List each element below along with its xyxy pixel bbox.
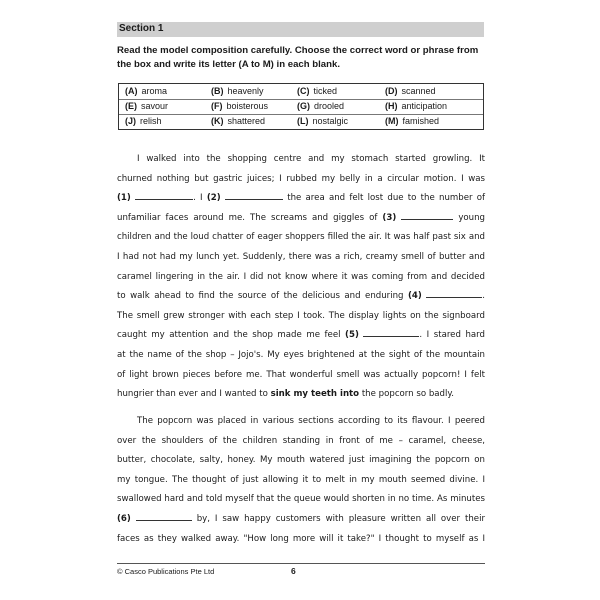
word-option bbox=[385, 116, 439, 126]
option-letter: (D) bbox=[385, 86, 398, 96]
blank-number: (2) bbox=[206, 193, 221, 204]
option-word: famished bbox=[402, 116, 440, 126]
section-header bbox=[117, 22, 484, 37]
text-line: over the shoulders of the children standing in front of me – caramel, cheese, bbox=[117, 435, 485, 446]
option-word: shattered bbox=[227, 116, 266, 126]
paragraph-1 bbox=[117, 150, 485, 405]
word-option bbox=[385, 101, 447, 111]
word-option bbox=[211, 86, 264, 96]
word-option bbox=[125, 86, 167, 96]
text-line: churned nothing but gastric juices; I rubbed my belly in a circular motion. I was bbox=[117, 173, 485, 184]
word-option bbox=[297, 101, 344, 111]
option-word: boisterous bbox=[226, 101, 269, 111]
option-word: heavenly bbox=[227, 86, 264, 96]
word-option bbox=[385, 86, 436, 96]
option-letter: (E) bbox=[125, 101, 137, 111]
text-line: swallowed hard and told myself that the queue would shorten in no time. As minutes bbox=[117, 494, 485, 505]
option-word: ticked bbox=[313, 86, 338, 96]
text-line: The popcorn was placed in various sections according to its flavour. I peered bbox=[137, 416, 485, 426]
section-label: Section 1 bbox=[119, 23, 164, 34]
word-box-row bbox=[119, 100, 483, 115]
word-option bbox=[211, 101, 268, 111]
text-line: (1) . I (2) the area and felt lost due to the number of bbox=[117, 189, 485, 209]
option-letter: (M) bbox=[385, 116, 399, 126]
text-line: butter, chocolate, salty, honey. My mouth watered just imagining the popcorn on bbox=[117, 455, 485, 466]
text-line: faces as they walked away. "How long more will it take?" I thought to myself as I bbox=[117, 533, 485, 544]
option-letter: (A) bbox=[125, 86, 138, 96]
text-line: caramel lingering in the air. I did not know where it was coming from and decided bbox=[117, 271, 485, 282]
footer-divider bbox=[117, 563, 485, 564]
answer-blank-4[interactable] bbox=[426, 288, 482, 298]
instructions: Read the model composition carefully. Choose the correct word or phrase from the box and write its letter (A to M) in each blank. bbox=[117, 45, 479, 70]
word-box-row bbox=[119, 85, 483, 100]
option-letter: (F) bbox=[211, 101, 223, 111]
text-line: to walk ahead to find the source of the delicious and enduring (4) . bbox=[117, 287, 485, 307]
option-letter: (L) bbox=[297, 116, 309, 126]
option-word: drooled bbox=[314, 101, 345, 111]
option-word: relish bbox=[140, 116, 162, 126]
option-letter: (H) bbox=[385, 101, 398, 111]
text-line: of light brown pieces before me. That wonderful smell was actually popcorn! I felt bbox=[117, 369, 485, 380]
option-word: scanned bbox=[401, 86, 436, 96]
word-option bbox=[125, 101, 168, 111]
word-option bbox=[297, 86, 337, 96]
text-line: caught my attention and the shop made me feel (5) . I stared hard bbox=[117, 326, 485, 346]
blank-number: (4) bbox=[407, 291, 422, 302]
answer-blank-2[interactable] bbox=[225, 190, 283, 200]
text-line: unfamiliar faces around me. The screams and giggles of (3) young bbox=[117, 209, 485, 229]
answer-blank-3[interactable] bbox=[401, 210, 453, 220]
blank-number: (6) bbox=[117, 513, 131, 524]
text-line: (6) by, I saw happy customers with pleasure written all over their bbox=[117, 510, 485, 530]
option-word: aroma bbox=[141, 86, 168, 96]
option-letter: (C) bbox=[297, 86, 310, 96]
blank-number: (5) bbox=[345, 330, 359, 341]
word-box bbox=[118, 83, 484, 130]
publisher-credit: © Casco Publications Pte Ltd bbox=[117, 567, 215, 576]
text-line: I had not had my lunch yet. Suddenly, there was a rich, creamy smell of butter and bbox=[117, 251, 485, 262]
word-option bbox=[297, 116, 348, 126]
option-letter: (J) bbox=[125, 116, 136, 126]
option-letter: (K) bbox=[211, 116, 224, 126]
text-line: children and the loud chatter of eager shoppers filled the air. It was half past six and bbox=[117, 232, 485, 243]
paragraph-2 bbox=[117, 412, 485, 549]
blank-number: (1) bbox=[117, 193, 131, 204]
text-line: The smell grew stronger with each step I took. The display lights on the signboard bbox=[117, 310, 485, 321]
text-line: my tongue. The thought of just allowing it to melt in my mouth seemed divine. I bbox=[117, 474, 485, 485]
blank-number: (3) bbox=[382, 212, 397, 223]
highlighted-phrase: sink my teeth into bbox=[270, 389, 360, 400]
option-word: savour bbox=[141, 101, 169, 111]
answer-blank-1[interactable] bbox=[135, 190, 193, 200]
text-line: hungrier than ever and I wanted to sink my teeth into the popcorn so badly. bbox=[117, 389, 454, 400]
option-letter: (B) bbox=[211, 86, 224, 96]
answer-blank-5[interactable] bbox=[363, 327, 419, 337]
answer-blank-6[interactable] bbox=[136, 511, 192, 521]
option-word: nostalgic bbox=[312, 116, 349, 126]
word-option bbox=[211, 116, 265, 126]
option-word: anticipation bbox=[401, 101, 448, 111]
page-number: 6 bbox=[291, 566, 296, 576]
word-box-row bbox=[119, 115, 483, 130]
option-letter: (G) bbox=[297, 101, 310, 111]
word-option bbox=[125, 116, 162, 126]
text-line: at the name of the shop – Jojo's. My eyes brightened at the sight of the mountain bbox=[117, 349, 485, 360]
text-line: I walked into the shopping centre and my stomach started growling. It bbox=[137, 154, 485, 164]
